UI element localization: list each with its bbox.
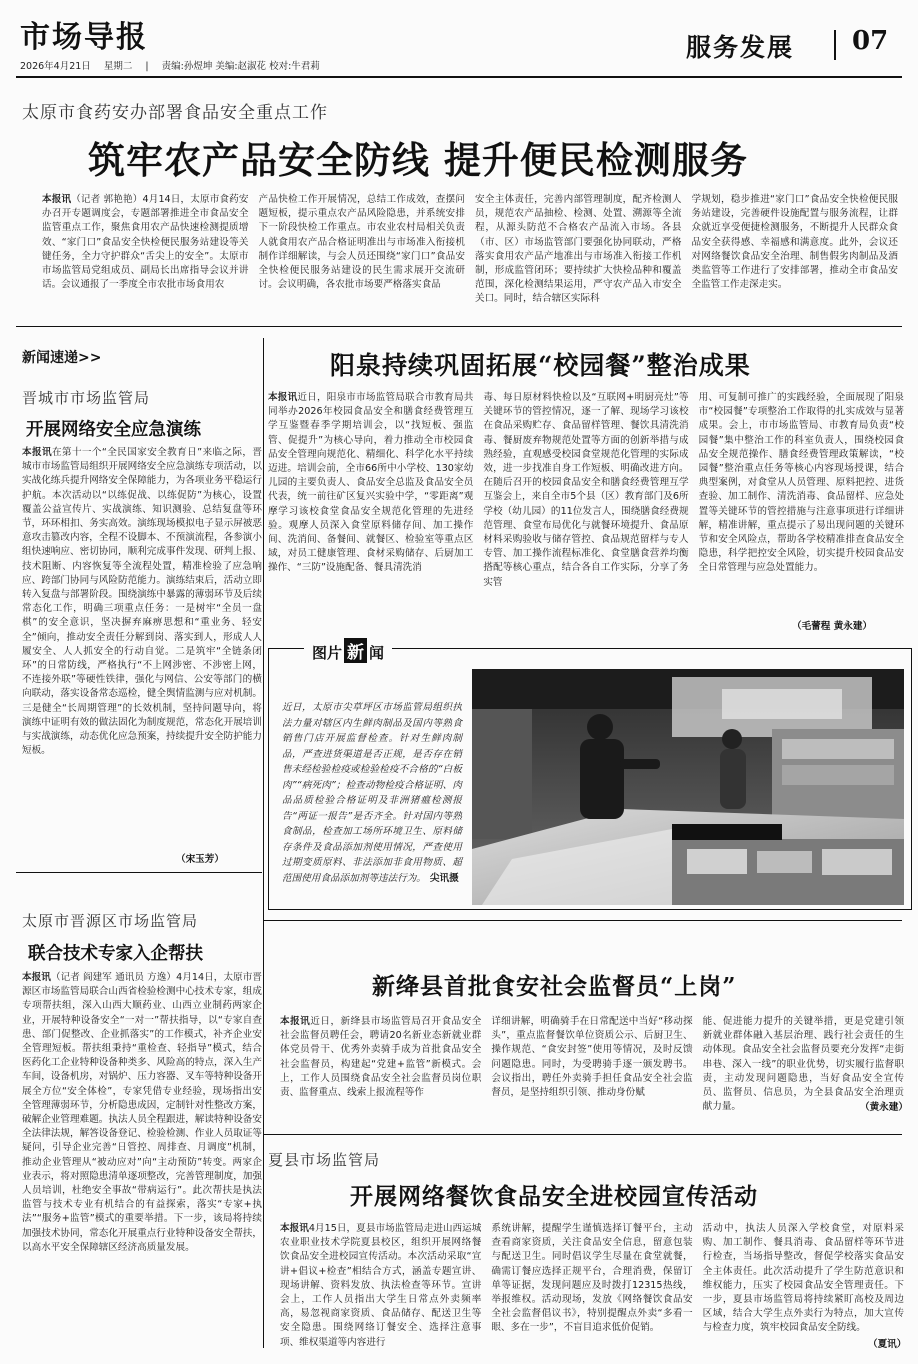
story-e-col-2: 系统讲解，提醒学生谨慎选择订餐平台，主动查看商家资质，关注食品安全信息，留意包装与配送卫生。同时倡议学生尽量在食堂就餐，确需订餐应选择正规平台，合理消费，保留订单等证据，发现问题应及时拨打12315热线，举报维权。活动现场，发放《网络餐饮食品安全社会监督倡议书》，特别提醒点外卖“多看一眼、多在一步”，不盲目追求低价促销。 bbox=[491, 1223, 693, 1334]
story-e-body bbox=[268, 1222, 904, 1352]
story-e-kicker: 夏县市场监管局 bbox=[268, 1151, 381, 1169]
story-b-col-3: 用、可复制可推广的实践经验，全面展现了阳泉市“校园餐”专项整治工作取得的扎实成效与显著成果。会上，市市场监管局、市教育局负责“校园餐”集中整治工作的科室负责人，围绕校园食品安全规范操作、膳食经费管理政策解读，“校园餐”整治重点任务等核心内容现场授课，结合典型案例，对食堂从人员管理、原料把控、进货查验、加工制作、清洗消毒、食品留样、应急处置等关键环节的管控措施与注意事项进行详细讲解，精准讲解，重点提示了易出现问题的关键环节和安全风险点，帮助各学校精准排查食品安全隐患，科学把控安全风险，切实提升校园食品安全日常管理与应急处置能力。 bbox=[698, 392, 904, 574]
photo-credit: 尖讯摄 bbox=[429, 872, 459, 884]
byline: 本报讯 bbox=[280, 1016, 311, 1027]
story-e-signature: （夏讯） bbox=[868, 1336, 906, 1350]
story-b-body bbox=[262, 391, 904, 633]
lead-headline: 筑牢农产品安全防线 提升便民检测服务 bbox=[88, 138, 748, 182]
supermarket-inspection-image bbox=[472, 669, 904, 905]
byline: 本报讯 bbox=[22, 972, 51, 983]
story-b-col-2: 毒、每日原材料快检以及“互联网+明厨亮灶”等关键环节的管控情况，逐一了解、现场学习该校在食品采购贮存、食品留样管理、餐饮具清洗消毒、餐厨废弃物规范处置等方面的创新举措与成熟经验，直观感受校园食堂规范化管理的实际成效，进一步找准自身工作短板、明确改进方向。在随后召开的校园食品安全和膳食经费管理互学互鉴会上，来自全市5个县（区）教育部门及6所学校（幼儿园）的11位发言人，围绕膳食经费规范管理、食堂布局优化与就餐环境提升、食品原材料采购验收与储存管控、食品规范留样与专人专管、加工操作流程标准化、食堂膳食营养均衡搭配等核心重点，结合各自工作实际，分享了务实管 bbox=[483, 392, 689, 588]
lead-body bbox=[42, 193, 898, 308]
lead-col-2: 产品快检工作开展情况，总结工作成效，查摆问题短板，提示重点农产品风险隐患，并系统安排下一阶段快检工作重点。市农业农村局相关负责人就食用农产品合格证明准出与市场准入衔接机制作详细解读，与会人员还围绕“家门口”食品安全快检便民服务站建设的民生需求展开交流研讨。会议明确，各农批市场要严格落实食品 bbox=[258, 194, 465, 291]
story-d-title: 联合技术专家入企帮扶 bbox=[28, 944, 203, 964]
issue-date: 2026年4月21日 bbox=[20, 61, 91, 72]
section-rule bbox=[264, 1134, 902, 1135]
byline: 本报讯 bbox=[268, 392, 298, 403]
issue-meta: 2026年4月21日 星期二 | 责编:孙煜坤 美编:赵淑花 校对:牛君莉 bbox=[20, 61, 320, 72]
story-e-title: 开展网络餐饮食品安全进校园宣传活动 bbox=[350, 1183, 758, 1210]
story-c-signature: （黄永建） bbox=[860, 1099, 908, 1113]
section-title: 服务发展 bbox=[686, 33, 795, 62]
story-c-col-3: 能、促进能力提升的关键举措，更是党建引领新就业群体融入基层治理、践行社会责任的生动体现。食品安全社会监督员要充分发挥“走街串巷、深入一线”的职业优势，切实履行监督职责，主动发现问题隐患，当好食品安全宣传员、监督员、信息员，为全县食品安全治理贡献力量。 bbox=[702, 1016, 904, 1113]
photo-news-label: 图片 新 闻 bbox=[304, 638, 392, 663]
section-rule bbox=[264, 920, 902, 921]
masthead-rule bbox=[16, 76, 902, 78]
news-photo bbox=[472, 669, 904, 905]
news-flash-label: 新闻速递>> bbox=[22, 350, 102, 366]
story-b-col-1: 本报讯近日，阳泉市市场监管局联合市教育局共同举办2026年校园食品安全和膳食经费管理互学互鉴暨春季学期培训会，以“找短板、强监管、促提升”为核心导向，着力推动全市校园食品安全管理向规范化、精细化、科学化水平持续迈进。培训会前，全市66所中小学校、130家幼儿园的主要负责人、食品安全总监及食品安全员代表，统一前往矿区复兴实验中学，“零距离”观摩学习该校食堂食品安全规范化管理的先进经验。观摩人员深入食堂原料储存间、加工操作间、洗消间、备餐间、就餐区、检验室等重点区域，对员工健康管理、食材采购储存、后厨加工操作、“三防”设施配备、餐具清洗消 bbox=[268, 392, 474, 574]
story-e-col-3: 活动中，执法人员深入学校食堂，对原料采购、加工制作、餐具消毒、食品留样等环节进行检查，当场指导整改，督促学校落实食品安全主体责任。此次活动提升了学生防范意识和维权能力，压实了校园食品安全管理责任。下一步，夏县市场监管局将持续紧盯高校及周边区域，结合大学生点外卖行为特点，加大宣传与检查力度，筑牢校园食品安全防线。 bbox=[702, 1223, 904, 1334]
story-c-title: 新绛县首批食安社会监督员“上岗” bbox=[372, 973, 737, 1000]
story-a-title: 开展网络安全应急演练 bbox=[26, 420, 201, 440]
story-e-col-1: 本报讯4月15日，夏县市场监管局走进山西运城农业职业技术学院夏县校区，组织开展网络餐饮食品安全进校园宣传活动。本次活动采取“宣讲+倡议+检查”相结合方式，涵盖专题宣讲、现场讲解、资料发放、执法检查等环节。宣讲会上，工作人员指出大学生日常点外卖频率高，易忽视商家资质、食品储存、配送卫生等安全隐患。围绕网络订餐安全、选择注意事项、维权渠道等内容进行 bbox=[280, 1223, 482, 1348]
page-number: 07 bbox=[852, 26, 889, 56]
divider bbox=[834, 30, 836, 60]
byline: 本报讯 bbox=[42, 194, 72, 205]
story-c-body bbox=[268, 1015, 904, 1130]
newspaper-logo: 市场导报 bbox=[20, 20, 148, 55]
story-c-col-2: 详细讲解，明确骑手在日常配送中当好“移动探头”，重点监督餐饮单位资质公示、后厨卫生、操作规范、“食安封签”使用等情况，及时反馈问题隐患。同时，为受聘骑手逐一颁发聘书。会议指出，聘任外卖骑手担任食品安全社会监督员，是坚持组织引领、推动身份赋 bbox=[491, 1016, 693, 1099]
photo-caption: 近日，太原市尖草坪区市场监管局组织执法力量对辖区内生鲜肉制品及国内等熟食销售门店开展监督检查。针对生鲜肉制品，严查进货渠道是否正规，是否存在销售未经检验检疫或检验检疫不合格的“白板肉”“病死肉”；检查动物检疫合格证明、肉品品质检验合格证明及非洲猪瘟检测报告“两证一报告”是否齐全。针对国内等熟食制品，检查加工场所环境卫生、原料储存条件及食品添加剂使用情况，严查使用过期变质原料、非法添加非食用物质、超范围使用食品添加剂等违法行为。 尖讯摄 bbox=[282, 702, 462, 884]
story-d-body: 本报讯（记者 阎建军 通讯员 方逸）4月14日，太原市晋源区市场监管局联合山西省检验检测中心技术专家，组成专项帮扶组，深入山西大顺药业、山西立业制药两家企业，开展特种设备安全“一对一”帮扶指导，以“专家自查患、部门促整改、企业抓落实”的工作模式，补齐企业安全管理短板。帮扶组秉持“重检查、轻指导”模式，结合医药化工企业特种设备种类多、风险高的特点，深入生产车间，设备机房，对锅炉、压力容器、叉车等特种设备开展全方位“安全体检”，专家凭借专业经验，现场指出安全管理薄弱环节，分析隐患成因，定制针对性整改方案，破解企业管理难题。执法人员全程跟进，解读特种设备安全法律法规，解答设备登记、检验检测、作业人员取证等疑问，引导企业完善“日管控、周排查、月调度”机制，推动企业管理从“被动应对”向“主动预防”转变。两家企业表示，将对照隐患清单逐项整改，完善管理制度，加强人员培训，杜绝安全事故“带病运行”。此次帮扶是执法监管与技术专业有机结合的有益探索，落实“专家+执法”“服务+监管”模式的重要举措。下一步，该局将持续加强技术协同，常态化开展重点行业特种设备安全帮扶，以高水平安全保障辖区经济高质量发展。 bbox=[22, 972, 262, 1253]
byline: 本报讯 bbox=[22, 447, 52, 458]
section-rule bbox=[16, 326, 902, 327]
story-a-signature: （宋玉芳） bbox=[176, 851, 224, 865]
story-b-signature: （毛蕾程 黄永建） bbox=[792, 618, 872, 632]
story-d-kicker: 太原市晋源区市场监管局 bbox=[22, 912, 199, 930]
story-c-col-1: 本报讯近日，新绛县市场监管局召开食品安全社会监督员聘任会，聘请20名新业态新就业群体党员骨干、优秀外卖骑手成为首批食品安全社会监督员，构建起“党建+监管”新模式。会上，工作人员围绕食品安全社会监督员岗位职责、监督重点、线索上报流程等作 bbox=[280, 1016, 482, 1099]
issue-weekday: 星期二 bbox=[103, 61, 133, 72]
editors: 责编:孙煜坤 美编:赵淑花 校对:牛君莉 bbox=[161, 61, 320, 72]
lead-col-1: 本报讯（记者 郭艳艳）4月14日，太原市食药安办召开专题调度会，专题部署推进全市食品安全监管重点工作，聚焦食用农产品快速检测提质增效、“家门口”食品安全快检便民服务站建设等关键任务，全力守护群众“舌尖上的安全”。太原市市场监管局党组成员、副局长出席指导会议并讲话。会议通报了一季度全市农批市场食用农 bbox=[42, 194, 249, 291]
story-a-body: 本报讯在第十一个“全民国家安全教育日”来临之际，晋城市市场监管局组织开展网络安全应急演练专项活动，以实战化练兵提升网络安全保障能力，为各项业务平稳运行护航。本次活动以“以练促战、以练促防”为核心，设置覆盖公益宣传片、实战演练、知识测验、总结复盘等环节，环环相扣、务实高效。演练现场模拟电子显示屏被恶意攻击篡改内容，全程不设脚本、不预演流程，各参演小组快速响应、密切协同，顺利完成事件发现、研判上报、技术阻断、内容恢复等全流程处置，精准检验了应急响应、跨部门协同与风险防范能力。演练结束后，活动立即转入复盘与部署阶段。围绕演练中暴露的薄弱环节及后续常态化工作，明确三项重点任务：一是树牢“全员一盘棋”的安全意识，坚决摒弃麻痹思想和“重业务、轻安全”倾向，推动安全责任分解到岗、落实到人，形成人人履安全、人人抓安全的行动自觉。二是筑牢“全链条闭环”的日常防线，严格执行“不上网涉密、不涉密上网，不连接外联”等硬性铁律，强化与网信、公安等部门的横向联动，落实设备常态巡检，健全舆情监测与应对机制。三是健全“长周期管理”的长效机制，坚持问题导向，将演练中证明有效的做法固化为制度规范，常态化开展培训与实战演练，动态优化应急预案，持续提升安全防护能力短板。 bbox=[22, 447, 262, 757]
column-rule bbox=[16, 872, 262, 873]
lead-kicker: 太原市食药安办部署食品安全重点工作 bbox=[22, 103, 328, 123]
lead-col-4: 学规划，稳步推进“家门口”食品安全快检便民服务站建设，完善硬件设施配置与服务流程，让群众就近享受便捷检测服务，不断提升人民群众食品安全获得感、幸福感和满意度。此外，会议还对网络餐饮食品安全治理、制售假劣肉制品及酒类监管等工作进行了安排部署，推动全市食品安全监管工作走深走实。 bbox=[691, 194, 898, 291]
byline: 本报讯 bbox=[280, 1223, 309, 1234]
story-b-title: 阳泉持续巩固拓展“校园餐”整治成果 bbox=[330, 351, 751, 380]
story-a-kicker: 晋城市市场监管局 bbox=[22, 389, 151, 407]
lead-col-3: 安全主体责任，完善内部管理制度，配齐检测人员，规范农产品抽检、检测、处置、溯源等全流程，从源头防范不合格农产品流入市场。各县（市、区）市场监管部门要强化协同联动，严格落实食用农产品产地准出与市场准入衔接工作机制，形成监管闭环；要持续扩大快检品种和覆盖范围，深化检测结果运用，严守农产品入市安全关口。同时，结合辖区实际科 bbox=[475, 194, 682, 305]
